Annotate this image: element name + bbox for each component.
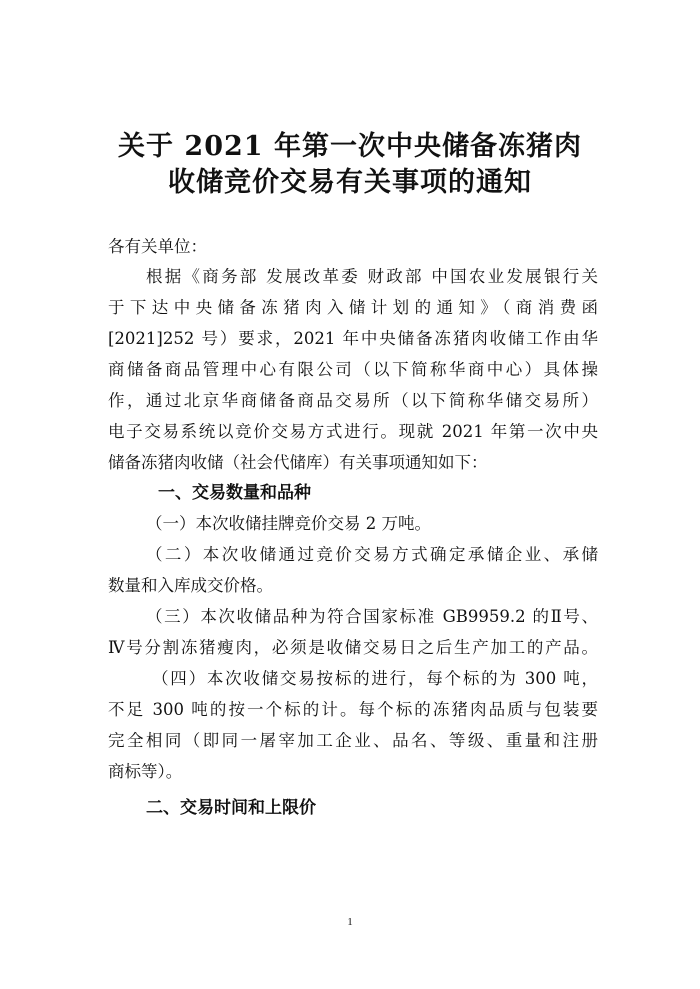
item-4-line: （四）本次收储交易按标的进行，每个标的为 300 吨， xyxy=(152,669,598,688)
page-number: 1 xyxy=(347,916,353,928)
item-4-line: 不足 300 吨的按一个标的计。每个标的冻猪肉品质与包装要 xyxy=(108,700,598,719)
paragraph-line: 商储备商品管理中心有限公司（以下简称华商中心）具体操 xyxy=(108,360,598,379)
section-heading-2: 二、交易时间和上限价 xyxy=(146,798,316,818)
paragraph-line: 作，通过北京华商储备商品交易所（以下简称华储交易所） xyxy=(108,391,598,410)
paragraph-line: 于下达中央储备冻猪肉入储计划的通知》（商消费函 xyxy=(108,298,598,317)
salutation: 各有关单位： xyxy=(108,237,207,256)
item-4-line: 完全相同（即同一屠宰加工企业、品名、等级、重量和注册 xyxy=(108,731,598,750)
section-heading-1: 一、交易数量和品种 xyxy=(158,483,311,503)
item-3-line: Ⅳ号分割冻猪瘦肉，必须是收储交易日之后生产加工的产品。 xyxy=(108,638,598,657)
item-1-line: （一）本次收储挂牌竞价交易 2 万吨。 xyxy=(146,514,431,533)
document-title-line-1: 关于 2021 年第一次中央储备冻猪肉 xyxy=(118,131,582,162)
item-2-line: （二）本次收储通过竞价交易方式确定承储企业、承储 xyxy=(146,545,598,564)
item-2-line: 数量和入库成交价格。 xyxy=(108,576,273,595)
paragraph-line: 储备冻猪肉收储（社会代储库）有关事项通知如下： xyxy=(108,453,488,472)
paragraph-line: 电子交易系统以竞价交易方式进行。现就 2021 年第一次中央 xyxy=(108,422,598,441)
item-4-line: 商标等）。 xyxy=(108,762,183,781)
paragraph-line: [2021]252 号）要求，2021 年中央储备冻猪肉收储工作由华 xyxy=(108,329,598,348)
paragraph-line: 根据《商务部 发展改革委 财政部 中国农业发展银行关 xyxy=(146,267,598,286)
document-title-line-2: 收储竞价交易有关事项的通知 xyxy=(168,167,532,198)
item-3-line: （三）本次收储品种为符合国家标准 GB9959.2 的Ⅱ号、 xyxy=(146,607,598,626)
